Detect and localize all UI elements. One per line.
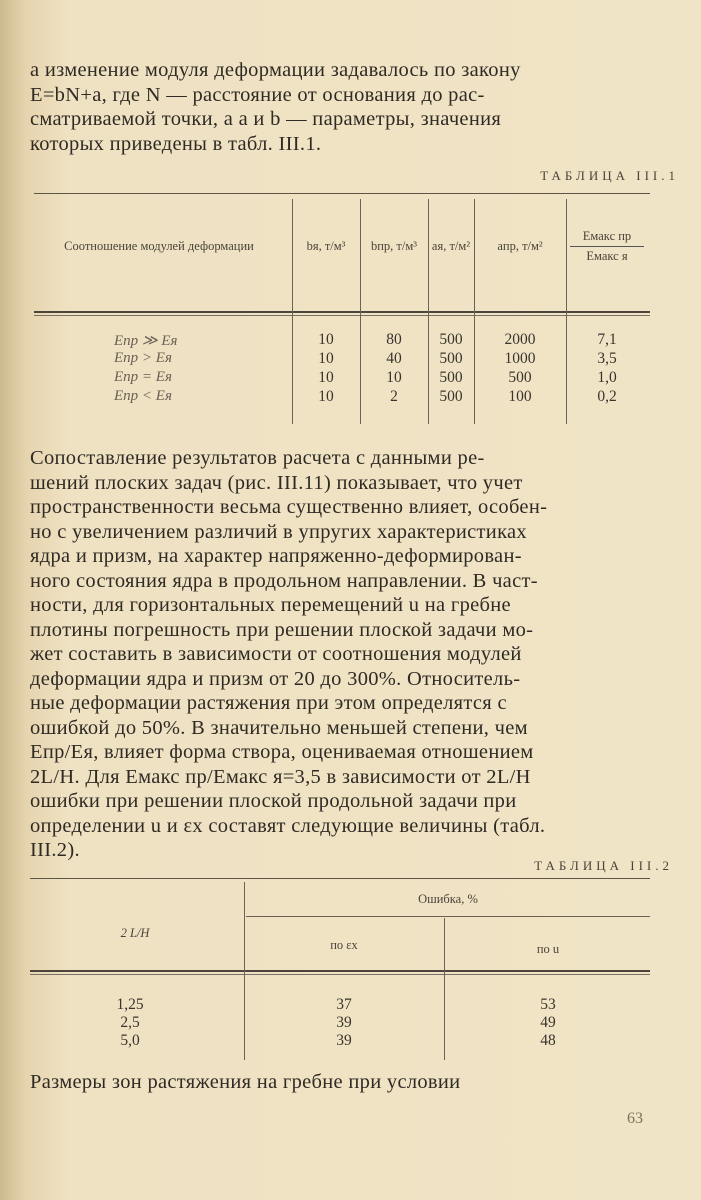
header-2lh: 2 L/H [120, 926, 150, 940]
text-line: определении u и εx составят следующие величины (табл. [30, 814, 546, 837]
cell-b-pr: 40 [386, 350, 402, 367]
cell-b-ya: 10 [318, 388, 334, 405]
table-col-divider [444, 918, 445, 1060]
table-col-divider [428, 199, 429, 424]
cell-ex: 39 [336, 1014, 352, 1031]
cell-b-ya: 10 [318, 350, 334, 367]
text-line: пространственности весьма существенно влияет, особен- [30, 496, 548, 518]
header-b-pr: bпр, т/м³ [370, 239, 418, 253]
text-line: 2L/H. Для Eмакс пр/Eмакс я=3,5 в зависимости от 2L/H [30, 765, 531, 788]
table-rule [34, 311, 650, 313]
paragraph-intro [30, 58, 652, 156]
cell-e: 1,0 [597, 369, 617, 386]
row-ratio: Eпр ≫ Eя [114, 333, 178, 349]
text-line: но с увеличением различий в упругих характеристиках [30, 520, 527, 543]
cell-b-ya: 10 [318, 331, 334, 348]
text-line: Eпр/Eя, влияет форма створа, оцениваемая отношением [30, 741, 534, 763]
header-a-pr: aпр, т/м² [497, 239, 543, 253]
text-line: которых приведены в табл. III.1. [30, 132, 322, 155]
table-rule [30, 970, 650, 972]
text-line: плотины погрешность при решении плоской задачи мо- [30, 618, 534, 641]
text-line: а изменение модуля деформации задавалось по закону [30, 59, 521, 81]
table-rule [246, 916, 650, 917]
cell-a-pr: 2000 [504, 331, 536, 348]
text-line: ного состояния ядра в продольном направлении. В част- [30, 569, 538, 592]
table-col-divider [360, 199, 361, 424]
text-line: E=bN+a, где N — расстояние от основания до рас- [30, 83, 485, 106]
cell-e: 0,2 [597, 388, 617, 405]
text-line: Размеры зон растяжения на гребне при условии [30, 1071, 461, 1093]
text-line: ошибки при решении плоской продольной задачи при [30, 790, 517, 812]
header-error: Ошибка, % [418, 892, 478, 906]
cell-b-pr: 80 [386, 331, 402, 348]
paragraph-tension-zones [30, 1070, 652, 1095]
paragraph-comparison [30, 446, 652, 863]
cell-a-pr: 1000 [504, 350, 536, 367]
header-by-ex: по εx [330, 938, 358, 952]
cell-a-ya: 500 [439, 388, 463, 405]
text-line: деформации ядра и призм от 20 до 300%. Относитель- [30, 667, 521, 690]
table-iii-1 [34, 193, 650, 433]
cell-a-pr: 500 [508, 369, 532, 386]
table-col-divider [566, 199, 567, 424]
row-ratio: Eпр < Eя [114, 388, 172, 404]
table-caption: ТАБЛИЦА III.2 [534, 858, 673, 873]
cell-u: 48 [540, 1032, 556, 1049]
cell-b-ya: 10 [318, 369, 334, 386]
cell-2lh: 2,5 [120, 1014, 140, 1031]
text-line: шений плоских задач (рис. III.11) показывает, что учет [30, 471, 523, 494]
text-line: ошибкой до 50%. В значительно меньшей степени, чем [30, 716, 528, 739]
cell-a-ya: 500 [439, 350, 463, 367]
header-b-ya: bя, т/м³ [306, 239, 346, 253]
row-ratio: Eпр > Eя [114, 350, 172, 366]
cell-2lh: 1,25 [116, 996, 144, 1013]
table-rule [34, 193, 650, 194]
cell-e: 3,5 [597, 350, 617, 367]
text-line: Сопоставление результатов расчета с данными ре- [30, 447, 485, 469]
cell-ex: 39 [336, 1032, 352, 1049]
text-line: ядра и призм, на характер напряженно-деформирован- [30, 545, 522, 567]
header-a-ya: aя, т/м² [431, 239, 471, 253]
header-by-u: по u [536, 942, 560, 956]
text-line: сматриваемой точки, а a и b — параметры, значения [30, 108, 502, 130]
table-rule [34, 315, 650, 316]
header-e-ratio [570, 229, 644, 264]
page-number: 63 [627, 1110, 643, 1127]
table-caption: ТАБЛИЦА III.1 [540, 168, 679, 183]
cell-ex: 37 [336, 996, 352, 1013]
header-e-numerator: Eмакс пр [570, 229, 644, 247]
text-line: ности, для горизонтальных перемещений u на гребне [30, 594, 511, 616]
cell-u: 49 [540, 1014, 556, 1031]
cell-a-pr: 100 [508, 388, 532, 405]
cell-b-pr: 2 [390, 388, 398, 405]
cell-b-pr: 10 [386, 369, 402, 386]
text-line: III.2). [30, 839, 80, 861]
table-iii-2 [30, 878, 650, 1063]
cell-a-ya: 500 [439, 331, 463, 348]
header-ratio: Соотношение модулей деформации [64, 239, 254, 253]
text-line: жет составить в зависимости от соотношения модулей [30, 643, 522, 665]
table-col-divider [292, 199, 293, 424]
table-col-divider [244, 882, 245, 1060]
header-e-denominator: Eмакс я [586, 249, 628, 263]
cell-e: 7,1 [597, 331, 617, 348]
cell-a-ya: 500 [439, 369, 463, 386]
cell-u: 53 [540, 996, 556, 1013]
row-ratio: Eпр = Eя [114, 369, 172, 385]
cell-2lh: 5,0 [120, 1032, 140, 1049]
table-rule [30, 974, 650, 975]
text-line: ные деформации растяжения при этом определятся с [30, 692, 507, 714]
table-rule [30, 878, 650, 879]
table-col-divider [474, 199, 475, 424]
